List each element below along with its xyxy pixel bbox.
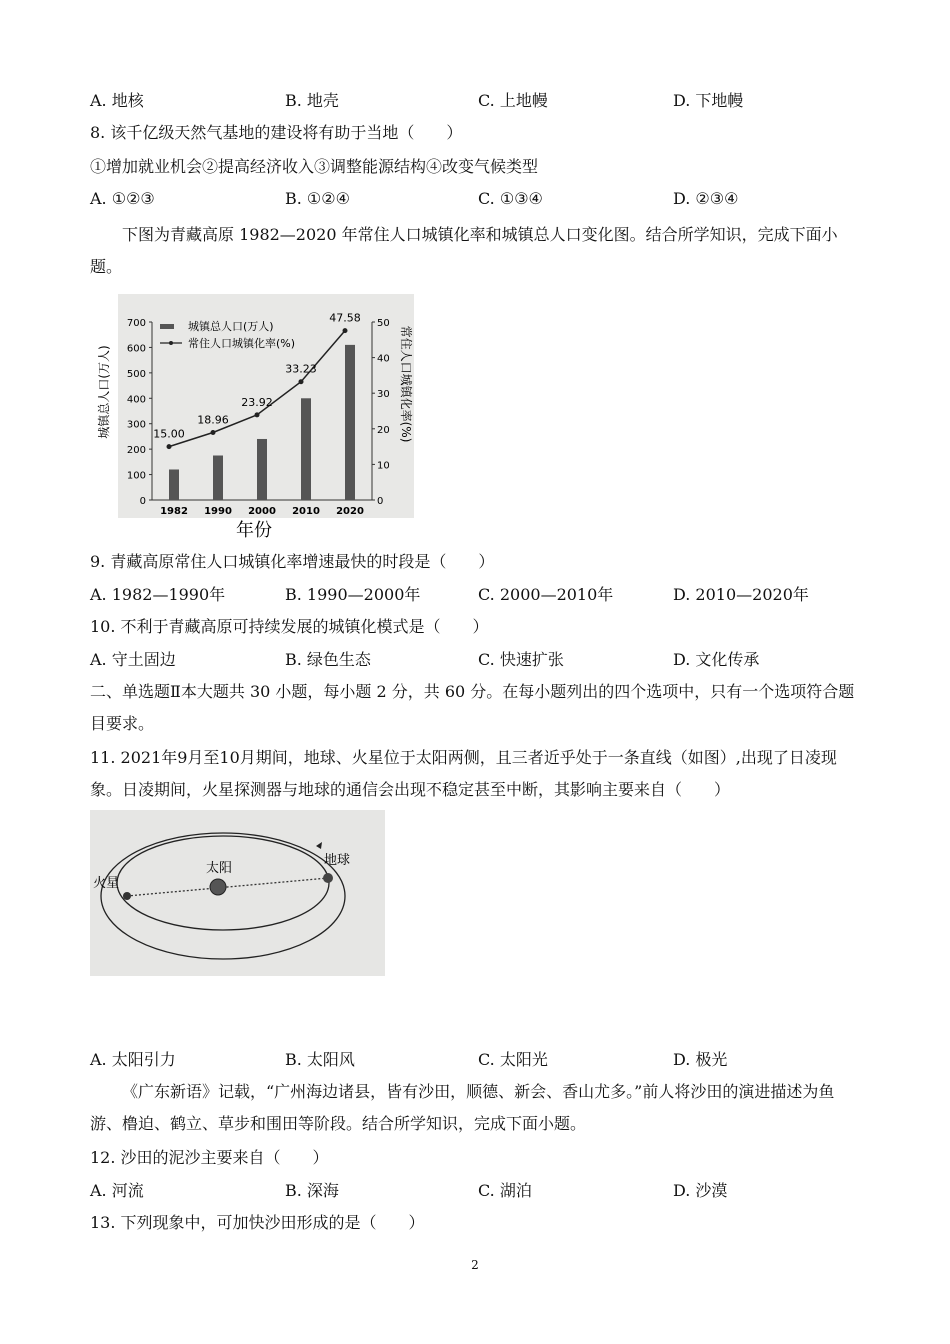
x-tick-label: 2010 bbox=[292, 506, 320, 517]
q8-items: ①增加就业机会②提高经济收入③调整能源结构④改变气候类型 bbox=[90, 157, 539, 176]
left-tick-label: 700 bbox=[126, 318, 146, 329]
rate-point bbox=[211, 430, 216, 435]
q10-option-c: C. 快速扩张 bbox=[478, 650, 564, 669]
rate-value-label: 23.92 bbox=[241, 395, 273, 409]
q11-option-a: A. 太阳引力 bbox=[90, 1050, 176, 1069]
q8-option-c: C. ①③④ bbox=[478, 189, 543, 208]
q11-option-d: D. 极光 bbox=[673, 1050, 728, 1069]
rate-value-label: 18.96 bbox=[197, 413, 229, 427]
right-tick-label: 40 bbox=[377, 353, 390, 365]
x-axis-title: 年份 bbox=[236, 520, 272, 540]
rate-value-label: 47.58 bbox=[329, 311, 361, 325]
x-tick-label: 1990 bbox=[204, 506, 232, 517]
q7-option-c: C. 上地幔 bbox=[478, 91, 548, 110]
right-axis-title: 常住人口城镇化率(%) bbox=[399, 325, 413, 443]
legend-line-label: 常住人口城镇化率(%) bbox=[188, 337, 296, 350]
q8-option-b: B. ①②④ bbox=[285, 189, 350, 208]
chart-intro: 下图为青藏高原 1982—2020 年常住人口城镇化率和城镇总人口变化图。结合所学知识，完成下面小题。 bbox=[90, 225, 838, 276]
left-tick-label: 200 bbox=[126, 445, 146, 457]
left-axis-title: 城镇总人口(万人) bbox=[97, 345, 111, 439]
x-tick-label: 2000 bbox=[248, 506, 276, 517]
q8-option-a: A. ①②③ bbox=[90, 189, 155, 208]
page-number: 2 bbox=[471, 1258, 479, 1272]
right-tick-label: 20 bbox=[377, 424, 390, 436]
q10-option-b: B. 绿色生态 bbox=[285, 650, 371, 669]
q7-option-d: D. 下地幔 bbox=[673, 91, 744, 110]
legend-bar-label: 城镇总人口(万人) bbox=[188, 320, 274, 333]
left-tick-label: 400 bbox=[126, 394, 146, 406]
rate-value-label: 15.00 bbox=[153, 427, 185, 441]
q12-option-c: C. 湖泊 bbox=[478, 1181, 532, 1200]
q9-option-a: A. 1982—1990年 bbox=[90, 585, 226, 604]
x-tick-label: 1982 bbox=[160, 506, 188, 517]
sun-label: 太阳 bbox=[206, 861, 233, 876]
right-tick-label: 10 bbox=[377, 460, 390, 472]
q11-option-c: C. 太阳光 bbox=[478, 1050, 548, 1069]
right-tick-label: 30 bbox=[377, 389, 390, 401]
population-bar bbox=[169, 469, 179, 500]
x-tick-label: 2020 bbox=[336, 506, 364, 517]
rate-value-label: 33.23 bbox=[285, 362, 317, 376]
section-2-heading: 二、单选题Ⅱ本大题共 30 小题，每小题 2 分，共 60 分。在每小题列出的四个选项中，只有一个选项符合题目要求。 bbox=[90, 682, 855, 733]
q8-stem: 8. 该千亿级天然气基地的建设将有助于当地（ ） bbox=[90, 123, 463, 142]
left-tick-label: 600 bbox=[126, 343, 146, 355]
rate-point bbox=[343, 328, 348, 333]
left-tick-label: 300 bbox=[126, 419, 146, 431]
q10-option-d: D. 文化传承 bbox=[673, 650, 760, 669]
q10-option-a: A. 守土固边 bbox=[90, 650, 176, 669]
q9-option-d: D. 2010—2020年 bbox=[673, 585, 809, 604]
earth-dot bbox=[323, 873, 333, 883]
q9-option-c: C. 2000—2010年 bbox=[478, 585, 614, 604]
q9-stem: 9. 青藏高原常住人口城镇化率增速最快的时段是（ ） bbox=[90, 552, 495, 571]
diagram-background bbox=[90, 810, 385, 976]
q10-stem: 10. 不利于青藏高原可持续发展的城镇化模式是（ ） bbox=[90, 617, 489, 636]
legend-bar-swatch bbox=[160, 324, 174, 329]
population-bar bbox=[257, 439, 267, 500]
q13-stem: 13. 下列现象中，可加快沙田形成的是（ ） bbox=[90, 1213, 425, 1232]
q11-option-b: B. 太阳风 bbox=[285, 1050, 355, 1069]
sand-field-intro: 《广东新语》记载，“广州海边诸县，皆有沙田，顺德、新会、香山尤多。”前人将沙田的演进描述为鱼游、橹迫、鹤立、草步和围田等阶段。结合所学知识，完成下面小题。 bbox=[90, 1082, 835, 1133]
sun-earth-mars-diagram bbox=[90, 810, 385, 976]
q8-option-d: D. ②③④ bbox=[673, 189, 739, 208]
q12-stem: 12. 沙田的泥沙主要来自（ ） bbox=[90, 1148, 329, 1167]
q9-option-b: B. 1990—2000年 bbox=[285, 585, 421, 604]
q11-stem: 11. 2021年9月至10月期间，地球、火星位于太阳两侧，且三者近乎处于一条直线（如图）,出现了日凌现象。日凌期间，火星探测器与地球的通信会出现不稳定甚至中断，其影响主要来自（ ） bbox=[90, 748, 837, 799]
sun-dot bbox=[210, 879, 226, 895]
q12-option-a: A. 河流 bbox=[90, 1181, 144, 1200]
right-tick-label: 0 bbox=[377, 496, 384, 507]
rate-point bbox=[255, 412, 260, 417]
rate-point bbox=[299, 379, 304, 384]
right-tick-label: 50 bbox=[377, 318, 390, 329]
q12-option-b: B. 深海 bbox=[285, 1181, 339, 1200]
left-tick-label: 100 bbox=[126, 470, 146, 482]
left-tick-label: 500 bbox=[126, 368, 146, 380]
population-bar bbox=[345, 345, 355, 500]
q12-option-d: D. 沙漠 bbox=[673, 1181, 728, 1200]
population-bar bbox=[301, 398, 311, 500]
earth-label: 地球 bbox=[324, 853, 351, 868]
mars-label: 火星 bbox=[93, 876, 120, 891]
rate-point bbox=[167, 444, 172, 449]
mars-dot bbox=[123, 892, 131, 900]
population-bar bbox=[213, 456, 223, 501]
urbanization-chart bbox=[96, 288, 416, 540]
q7-option-a: A. 地核 bbox=[90, 91, 144, 110]
q7-option-b: B. 地壳 bbox=[285, 91, 339, 110]
left-tick-label: 0 bbox=[139, 496, 146, 507]
